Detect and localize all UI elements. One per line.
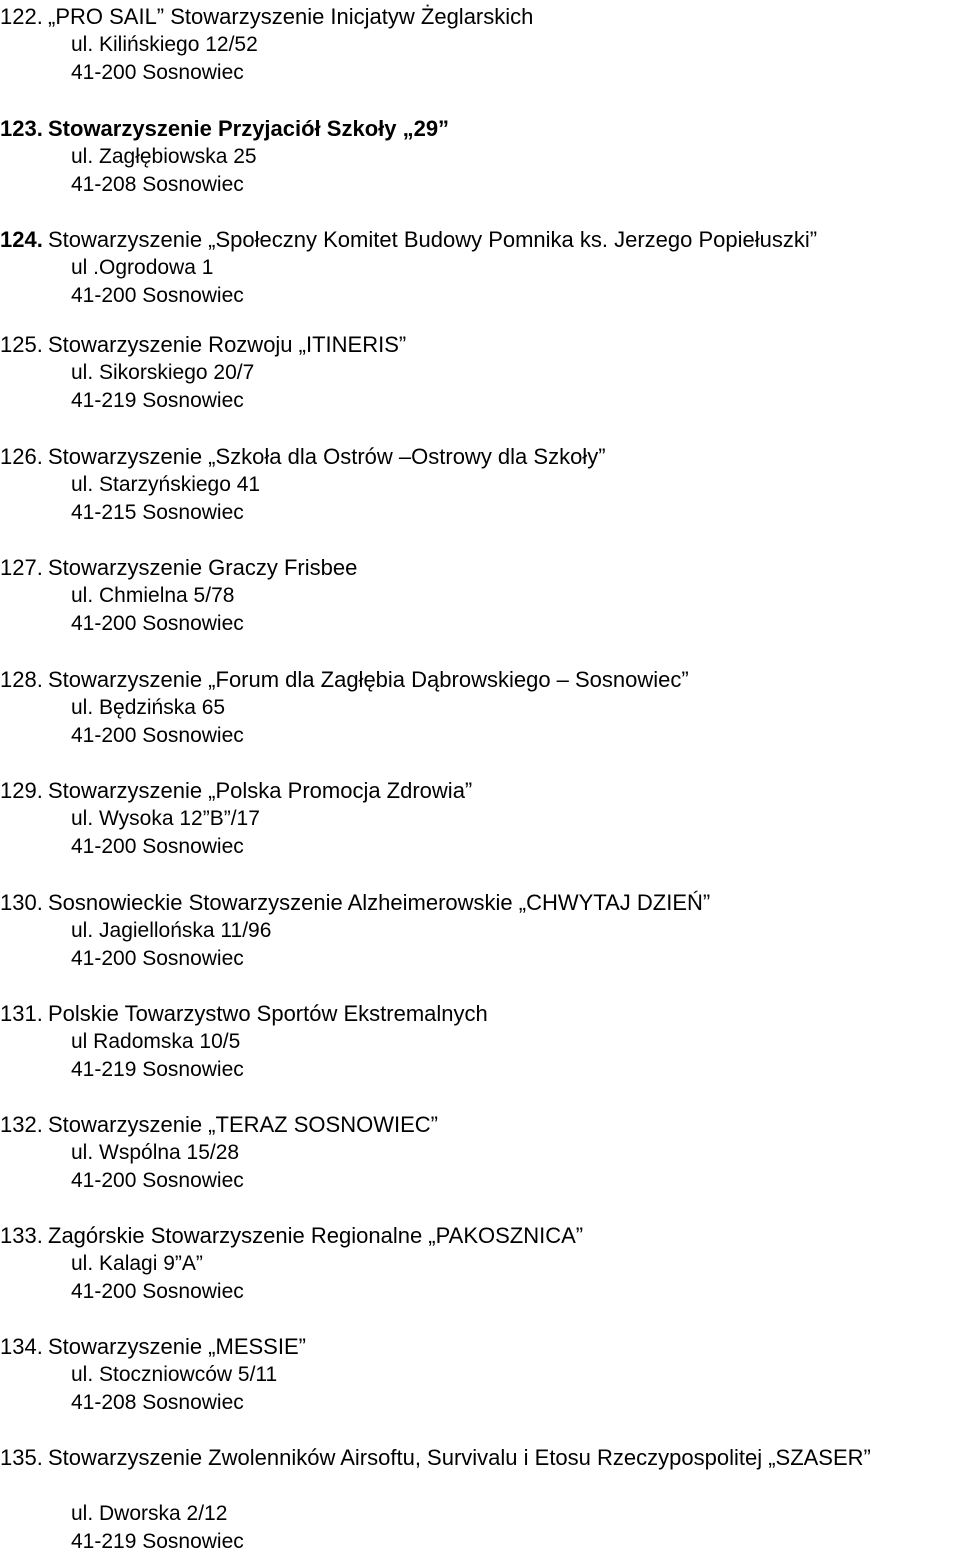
organization-name: Stowarzyszenie „MESSIE” <box>48 1334 306 1359</box>
entry-number: 131. <box>0 1001 43 1026</box>
city-address: 41-215 Sosnowiec <box>71 501 244 524</box>
city-address: 41-200 Sosnowiec <box>71 724 244 747</box>
entry-number: 130. <box>0 890 43 915</box>
city-address: 41-200 Sosnowiec <box>71 284 244 307</box>
entry-number: 134. <box>0 1334 43 1359</box>
entry-number: 133. <box>0 1223 43 1248</box>
organization-name: Stowarzyszenie „Forum dla Zagłębia Dąbrowskiego – Sosnowiec” <box>48 667 689 692</box>
city-address: 41-200 Sosnowiec <box>71 612 244 635</box>
entry-number: 126. <box>0 444 43 469</box>
entry-number: 125. <box>0 332 43 357</box>
organization-name: Stowarzyszenie „Polska Promocja Zdrowia” <box>48 778 473 803</box>
organization-name: Zagórskie Stowarzyszenie Regionalne „PAKOSZNICA” <box>48 1223 584 1248</box>
street-address: ul .Ogrodowa 1 <box>71 256 214 279</box>
organization-name: Stowarzyszenie „Szkoła dla Ostrów –Ostrowy dla Szkoły” <box>48 444 606 469</box>
organization-name: Stowarzyszenie Rozwoju „ITINERIS” <box>48 332 407 357</box>
street-address: ul. Dworska 2/12 <box>71 1502 228 1525</box>
street-address: ul. Kalagi 9”A” <box>71 1252 203 1275</box>
city-address: 41-208 Sosnowiec <box>71 1391 244 1414</box>
street-address: ul. Wspólna 15/28 <box>71 1141 240 1164</box>
organization-name: „PRO SAIL” Stowarzyszenie Inicjatyw Żeglarskich <box>48 4 534 29</box>
street-address: ul. Chmielna 5/78 <box>71 584 235 607</box>
city-address: 41-219 Sosnowiec <box>71 1530 244 1553</box>
organization-name: Polskie Towarzystwo Sportów Ekstremalnych <box>48 1001 488 1026</box>
city-address: 41-200 Sosnowiec <box>71 61 244 84</box>
organization-name: Stowarzyszenie Przyjaciół Szkoły „29” <box>48 116 450 141</box>
entry-number: 129. <box>0 778 43 803</box>
entry-number: 124. <box>0 227 43 252</box>
organization-name: Stowarzyszenie „Społeczny Komitet Budowy Pomnika ks. Jerzego Popiełuszki” <box>48 227 818 252</box>
city-address: 41-200 Sosnowiec <box>71 835 244 858</box>
street-address: ul. Będzińska 65 <box>71 696 226 719</box>
street-address: ul. Starzyńskiego 41 <box>71 473 261 496</box>
organization-name: Stowarzyszenie Zwolenników Airsoftu, Survivalu i Etosu Rzeczypospolitej „SZASER” <box>48 1445 871 1470</box>
organization-name: Stowarzyszenie „TERAZ SOSNOWIEC” <box>48 1112 438 1137</box>
street-address: ul. Stoczniowców 5/11 <box>71 1363 278 1386</box>
street-address: ul Radomska 10/5 <box>71 1030 241 1053</box>
entry-number: 122. <box>0 4 43 29</box>
entry-number: 132. <box>0 1112 43 1137</box>
organization-name: Sosnowieckie Stowarzyszenie Alzheimerowskie „CHWYTAJ DZIEŃ” <box>48 890 711 915</box>
street-address: ul. Jagiellońska 11/96 <box>71 919 272 942</box>
street-address: ul. Kilińskiego 12/52 <box>71 33 258 56</box>
entry-number: 128. <box>0 667 43 692</box>
city-address: 41-219 Sosnowiec <box>71 389 244 412</box>
city-address: 41-219 Sosnowiec <box>71 1058 244 1081</box>
city-address: 41-200 Sosnowiec <box>71 947 244 970</box>
organization-name: Stowarzyszenie Graczy Frisbee <box>48 555 358 580</box>
street-address: ul. Sikorskiego 20/7 <box>71 361 255 384</box>
entry-number: 127. <box>0 555 43 580</box>
street-address: ul. Zagłębiowska 25 <box>71 145 257 168</box>
city-address: 41-200 Sosnowiec <box>71 1169 244 1192</box>
entry-number: 135. <box>0 1445 43 1470</box>
city-address: 41-208 Sosnowiec <box>71 173 244 196</box>
city-address: 41-200 Sosnowiec <box>71 1280 244 1303</box>
entry-number: 123. <box>0 116 43 141</box>
street-address: ul. Wysoka 12”B”/17 <box>71 807 260 830</box>
